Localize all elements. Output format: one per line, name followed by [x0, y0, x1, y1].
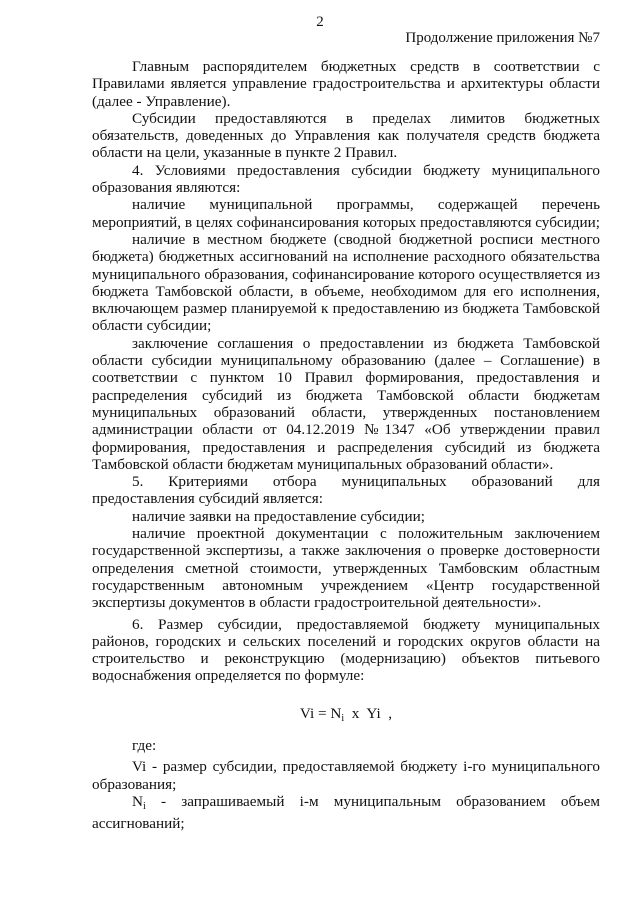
- paragraph: заключение соглашения о предоставлении из бюджета Тамбовской области субсидии муниципальному образованию (далее – Соглашение) в соответствии с пунктом 10 Правил формирования, предоставления и распределения субсидий из бюджета Тамбовской области бюджетам муниципальных образований области, утвержденных постановлением администрации области от 04.12.2019 №1347 «Об утверждении правил формирования, предоставления и распределения субсидий из бюджета Тамбовской области бюджетам муниципальных образований области».: [92, 334, 600, 473]
- where-label: где:: [132, 736, 157, 754]
- paragraph: наличие заявки на предоставление субсидии;: [132, 507, 425, 525]
- paragraph: наличие проектной документации с положительным заключением государственной экспертизы, а также заключения о проверке достоверности определения сметной стоимости, утвержденных Тамбовским областным государственным автономным учреждением «Центр государственной экспертизы документов в области градостроительной деятельности».: [92, 525, 600, 612]
- paragraph: 6. Размер субсидии, предоставляемой бюджету муниципальных районов, городских и сельских поселений и городских округов области на строительство и реконструкцию (модернизацию) объектов питьевого водоснабжения определяется по формуле:: [92, 615, 600, 685]
- document-body: [92, 58, 600, 832]
- appendix-continuation: Продолжение приложения №7: [405, 30, 600, 46]
- page-number: 2: [316, 14, 324, 30]
- paragraph: 4. Условиями предоставления субсидии бюджету муниципального образования являются:: [92, 161, 600, 197]
- definition: [92, 793, 600, 833]
- formula-lhs: Vi = N: [299, 704, 342, 722]
- formula: [92, 705, 600, 727]
- definition: Vi - размер субсидии, предоставляемой бюджету i-го муниципального образования;: [92, 758, 600, 793]
- paragraph: наличие в местном бюджете (сводной бюджетной росписи местного бюджета) бюджетных ассигнований на исполнение расходного обязательства муниципального образования, софинансирование которого осуществляется из бюджета Тамбовской области, в объеме, необходимом для его исполнения, включающем размер планируемой к предоставлению из бюджета Тамбовской области субсидии;: [92, 230, 600, 335]
- formula-subscript: i: [341, 712, 345, 724]
- paragraph: наличие муниципальной программы, содержащей перечень мероприятий, в целях софинансирования которых предоставляются субсидии;: [92, 196, 601, 231]
- formula-rhs: x Yi ,: [344, 704, 393, 722]
- paragraph: 5. Критериями отбора муниципальных образований для предоставления субсидий является:: [92, 473, 600, 508]
- definition-symbol: N: [132, 792, 143, 810]
- definition-text: - запрашиваемый i-м муниципальным образованием объем ассигнований;: [92, 792, 600, 833]
- paragraph: Субсидии предоставляются в пределах лимитов бюджетных обязательств, доведенных до Управления как получателя средств бюджета области на цели, указанные в пункте 2 Правил.: [92, 109, 600, 162]
- definition-subscript: i: [142, 800, 146, 812]
- paragraph: Главным распорядителем бюджетных средств в соответствии с Правилами является управление градостроительства и архитектуры области (далее - Управление).: [92, 58, 600, 110]
